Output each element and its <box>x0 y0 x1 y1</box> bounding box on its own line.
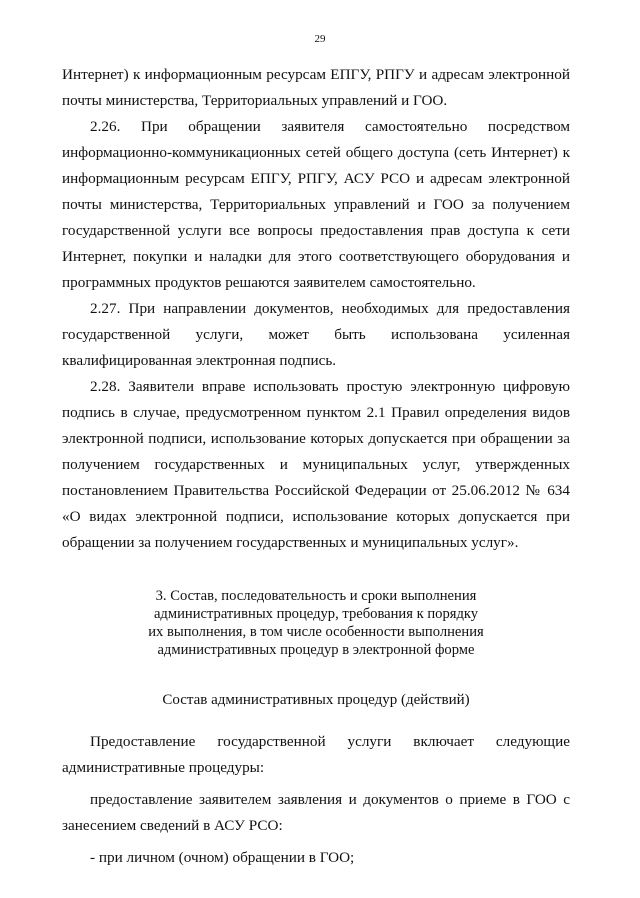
section-heading <box>62 587 570 659</box>
heading-line-4: административных процедур в электронной форме <box>157 642 475 658</box>
paragraph-2-28: 2.28. Заявители вправе использовать простую электронную цифровую подпись в случае, предусмотренном пунктом 2.1 Правил определения видов электронной подписи, использование которых допускается при обращении за получением государственных и муниципальных услуг, утвержденных постановлением Правительства Российской Федерации от 25.06.2012 № 634 «О видах электронной подписи, использование которых допускается при обращении за получением государственных и муниципальных услуг». <box>62 378 570 551</box>
paragraph-continuation: Интернет) к информационным ресурсам ЕПГУ, РПГУ и адресам электронной почты министерства, Территориальных управлений и ГОО. <box>62 66 570 109</box>
list-item-in-person: - при личном (очном) обращении в ГОО; <box>90 849 355 866</box>
sub-heading: Состав административных процедур (действий) <box>162 692 470 708</box>
heading-line-2: административных процедур, требования к порядку <box>153 606 479 622</box>
heading-line-3: их выполнения, в том числе особенности выполнения <box>148 624 484 640</box>
heading-line-1: 3. Состав, последовательность и сроки выполнения <box>155 588 477 604</box>
paragraph-procedures-intro: Предоставление государственной услуги включает следующие административные процедуры: <box>62 733 570 776</box>
document-body <box>62 62 570 871</box>
paragraph-application: предоставление заявителем заявления и документов о приеме в ГОО с занесением сведений в АСУ РСО: <box>62 791 570 834</box>
paragraph-2-27: 2.27. При направлении документов, необходимых для предоставления государственной услуги, может быть использована усиленная квалифицированная электронная подпись. <box>62 300 570 369</box>
paragraph-2-26: 2.26. При обращении заявителя самостоятельно посредством информационно-коммуникационных сетей общего доступа (сеть Интернет) к информационным ресурсам ЕПГУ, РПГУ, АСУ РСО и адресам электронной почты министерства, Территориальных управлений и ГОО за получением государственной услуги все вопросы предоставления прав доступа к сети Интернет, покупки и наладки для этого соответствующего оборудования и программных продуктов решаются заявителем самостоятельно. <box>62 118 570 291</box>
page-number: 29 <box>314 33 326 45</box>
